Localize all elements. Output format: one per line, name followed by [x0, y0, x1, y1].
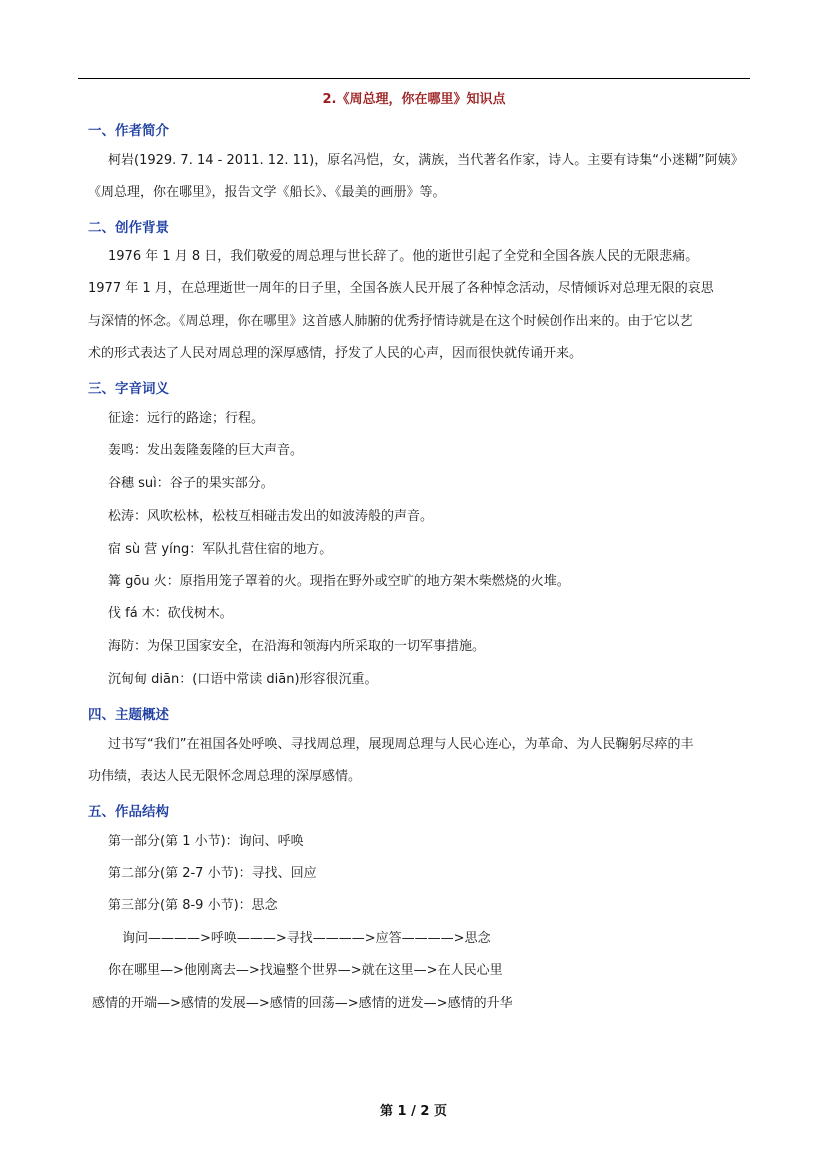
heading-structure: 五、作品结构 — [88, 804, 169, 820]
background-line-4: 术的形式表达了人民对周总理的深厚感情，抒发了人民的心声，因而很快就传诵开来。 — [88, 346, 583, 361]
author-line-2: 《周总理，你在哪里》，报告文学《船长》、《最美的画册》等。 — [88, 185, 446, 200]
structure-flow-2: 你在哪里—>他刚离去—>找遍整个世界—>就在这里—>在人民心里 — [108, 963, 503, 978]
background-line-2: 1977 年 1 月，在总理逝世一周年的日子里，全国各族人民开展了各种悼念活动，尽情倾诉对总理无限的哀思 — [88, 281, 714, 296]
header-rule — [78, 78, 750, 79]
background-line-1: 1976 年 1 月 8 日，我们敬爱的周总理与世长辞了。他的逝世引起了全党和全国各族人民的无限悲痛。 — [108, 249, 699, 264]
vocab-item: 轰鸣：发出轰隆轰隆的巨大声音。 — [108, 443, 304, 458]
theme-line-2: 功伟绩，表达人民无限怀念周总理的深厚感情。 — [88, 769, 362, 784]
heading-background: 二、创作背景 — [88, 220, 169, 236]
structure-part: 第二部分(第 2-7 小节)：寻找、回应 — [108, 866, 317, 881]
theme-line-1: 过书写“我们”在祖国各处呼唤、寻找周总理，展现周总理与人民心连心，为革命、为人民鞠躬尽瘁的丰 — [108, 737, 694, 752]
page-number: 第 1 / 2 页 — [380, 1104, 447, 1119]
vocab-item: 谷穗 suì：谷子的果实部分。 — [108, 476, 274, 491]
structure-part: 第三部分(第 8-9 小节)：思念 — [108, 898, 278, 913]
heading-author: 一、作者简介 — [88, 123, 169, 139]
author-line-1: 柯岩(1929. 7. 14 - 2011. 12. 11)，原名冯恺，女，满族，当代著名作家，诗人。主要有诗集“小迷糊”阿姨》 — [108, 153, 744, 168]
vocab-item: 篝 gōu 火：原指用笼子罩着的火。现指在野外或空旷的地方架木柴燃烧的火堆。 — [108, 574, 570, 589]
heading-vocab: 三、字音词义 — [88, 381, 169, 397]
background-line-3: 与深情的怀念。《周总理，你在哪里》这首感人肺腑的优秀抒情诗就是在这个时候创作出来的。由于它以艺 — [88, 314, 693, 329]
heading-theme: 四、主题概述 — [88, 707, 169, 723]
document-title: 2.《周总理，你在哪里》知识点 — [322, 92, 506, 107]
vocab-item: 宿 sù 营 yíng：军队扎营住宿的地方。 — [108, 542, 333, 557]
vocab-item: 海防：为保卫国家安全，在沿海和领海内所采取的一切军事措施。 — [108, 639, 486, 654]
vocab-item: 沉甸甸 diān：(口语中常读 diān)形容很沉重。 — [108, 672, 378, 687]
structure-flow-3: 感情的开端—>感情的发展—>感情的回荡—>感情的迸发—>感情的升华 — [92, 996, 513, 1011]
structure-part: 第一部分(第 1 小节)：询问、呼唤 — [108, 834, 304, 849]
vocab-item: 征途：远行的路途；行程。 — [108, 411, 265, 426]
structure-flow-1: 询问————>呼唤———>寻找————>应答————>思念 — [122, 931, 491, 946]
vocab-item: 松涛：风吹松林，松枝互相碰击发出的如波涛般的声音。 — [108, 509, 434, 524]
vocab-item: 伐 fá 木：砍伐树木。 — [108, 606, 233, 621]
